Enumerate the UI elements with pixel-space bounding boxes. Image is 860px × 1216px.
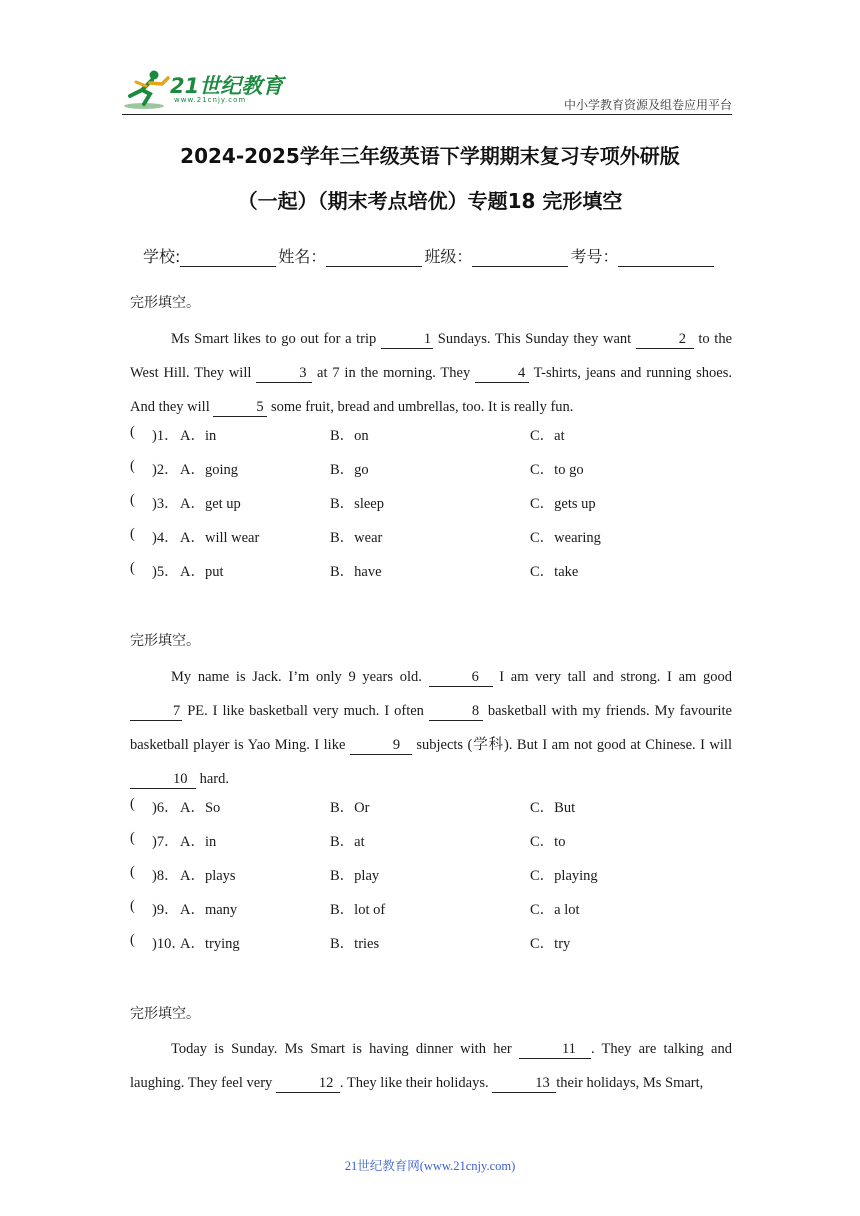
passage-text: My name is Jack. I’m only 9 years old. 6 I am very tall and strong. I am good 7 PE. I like basketball very much. I often 8 basketball with my friends. My favourite basketball player is Yao Ming. I like 9 subjects (学科). But I am not good at Chinese. I will 10 hard. <box>130 669 732 787</box>
answer-blank[interactable]: 6 <box>429 668 493 687</box>
question-number: )6． <box>152 800 179 816</box>
question-number: )1． <box>152 428 179 444</box>
option-b[interactable]: B．go <box>330 462 369 478</box>
option-a[interactable]: A．will wear <box>180 530 260 546</box>
page-title-line-1: 2024-2025学年三年级英语下学期期末复习专项外研版 <box>180 144 680 168</box>
passage-text: Ms Smart likes to go out for a trip 1 Sundays. This Sunday they want 2 to the West Hill. They will 3 at 7 in the morning. They 4 T-shirts, jeans and running shoes. And they will 5 some fruit, bread and umbrellas, too. It is really fun. <box>130 331 733 415</box>
runner-logo-icon <box>122 68 172 110</box>
platform-name: 中小学教育资源及组卷应用平台 <box>563 98 732 112</box>
option-c[interactable]: C．to go <box>530 462 584 478</box>
option-c[interactable]: C．to <box>530 834 566 850</box>
question-number: )3． <box>152 496 179 512</box>
answer-blank[interactable]: 9 <box>350 736 412 755</box>
section-heading: 完形填空。 <box>130 295 200 311</box>
option-c[interactable]: C．playing <box>530 868 598 884</box>
name-label: 姓名： <box>278 247 327 266</box>
answer-paren[interactable]: ( <box>130 864 135 880</box>
answer-paren[interactable]: ( <box>130 932 135 948</box>
page-header <box>0 0 860 120</box>
school-field[interactable] <box>180 250 276 267</box>
option-c[interactable]: C．at <box>530 428 565 444</box>
option-a[interactable]: A．in <box>180 834 217 850</box>
answer-paren[interactable]: ( <box>130 560 135 576</box>
option-c[interactable]: C．wearing <box>530 530 601 546</box>
footer-link[interactable]: 21世纪教育网(www.21cnjy.com) <box>344 1159 516 1173</box>
option-a[interactable]: A．going <box>180 462 238 478</box>
option-a[interactable]: A．many <box>180 902 238 918</box>
school-label: 学校: <box>143 247 181 266</box>
option-a[interactable]: A．trying <box>180 936 240 952</box>
logo-url: www.21cnjy.com <box>174 96 247 104</box>
question-row <box>130 526 732 560</box>
question-number: )8． <box>152 868 179 884</box>
question-row <box>130 458 732 492</box>
class-field[interactable] <box>472 250 568 267</box>
answer-paren[interactable]: ( <box>130 492 135 508</box>
question-row <box>130 830 732 864</box>
answer-blank[interactable]: 13 <box>492 1074 556 1093</box>
option-b[interactable]: B．at <box>330 834 365 850</box>
answer-paren[interactable]: ( <box>130 830 135 846</box>
question-row <box>130 796 732 830</box>
option-b[interactable]: B．tries <box>330 936 380 952</box>
answer-paren[interactable]: ( <box>130 424 135 440</box>
option-a[interactable]: A．in <box>180 428 217 444</box>
logo-text: 21世纪教育 <box>170 74 284 98</box>
answer-blank[interactable]: 11 <box>519 1040 591 1059</box>
question-number: )7． <box>152 834 179 850</box>
question-number: )2． <box>152 462 179 478</box>
section-heading: 完形填空。 <box>130 1006 200 1022</box>
number-label: 考号： <box>570 247 619 266</box>
answer-blank[interactable]: 3 <box>256 364 312 383</box>
answer-blank[interactable]: 8 <box>429 702 483 721</box>
answer-paren[interactable]: ( <box>130 458 135 474</box>
option-a[interactable]: A．get up <box>180 496 241 512</box>
answer-blank[interactable]: 5 <box>213 398 267 417</box>
name-field[interactable] <box>326 250 422 267</box>
question-row <box>130 932 732 966</box>
page-title-line-2: （一起）（期末考点培优）专题18 完形填空 <box>237 189 623 213</box>
question-row <box>130 492 732 526</box>
option-b[interactable]: B．lot of <box>330 902 386 918</box>
option-c[interactable]: C．a lot <box>530 902 580 918</box>
option-a[interactable]: A．plays <box>180 868 236 884</box>
answer-blank[interactable]: 2 <box>636 330 694 349</box>
question-row <box>130 560 732 594</box>
question-number: )5． <box>152 564 179 580</box>
answer-blank[interactable]: 10 <box>130 770 196 789</box>
option-c[interactable]: C．But <box>530 800 576 816</box>
question-row <box>130 898 732 932</box>
cloze-passage <box>130 322 732 424</box>
option-b[interactable]: B．wear <box>330 530 383 546</box>
answer-paren[interactable]: ( <box>130 898 135 914</box>
cloze-passage <box>130 1032 732 1100</box>
student-info-row <box>143 244 716 267</box>
answer-blank[interactable]: 4 <box>475 364 529 383</box>
question-number: )9． <box>152 902 179 918</box>
question-number: )4． <box>152 530 179 546</box>
class-label: 班级： <box>424 247 473 266</box>
question-row <box>130 424 732 458</box>
answer-blank[interactable]: 7 <box>130 702 182 721</box>
option-c[interactable]: C．try <box>530 936 571 952</box>
option-a[interactable]: A．So <box>180 800 221 816</box>
question-row <box>130 864 732 898</box>
answer-blank[interactable]: 12 <box>276 1074 340 1093</box>
option-a[interactable]: A．put <box>180 564 224 580</box>
option-b[interactable]: B．sleep <box>330 496 384 512</box>
logo <box>122 68 292 116</box>
section-heading: 完形填空。 <box>130 633 200 649</box>
answer-paren[interactable]: ( <box>130 796 135 812</box>
option-b[interactable]: B．Or <box>330 800 370 816</box>
question-number: )10． <box>152 936 186 952</box>
option-b[interactable]: B．play <box>330 868 380 884</box>
number-field[interactable] <box>618 250 714 267</box>
cloze-passage <box>130 660 732 796</box>
answer-blank[interactable]: 1 <box>381 330 433 349</box>
answer-paren[interactable]: ( <box>130 526 135 542</box>
option-c[interactable]: C．gets up <box>530 496 596 512</box>
option-b[interactable]: B．have <box>330 564 382 580</box>
passage-text: Today is Sunday. Ms Smart is having dinner with her 11 . They are talking and laughing. They feel very 12 . They like their holidays. 13 their holidays, Ms Smart, <box>130 1041 732 1091</box>
option-c[interactable]: C．take <box>530 564 579 580</box>
option-b[interactable]: B．on <box>330 428 369 444</box>
header-divider <box>122 114 732 115</box>
